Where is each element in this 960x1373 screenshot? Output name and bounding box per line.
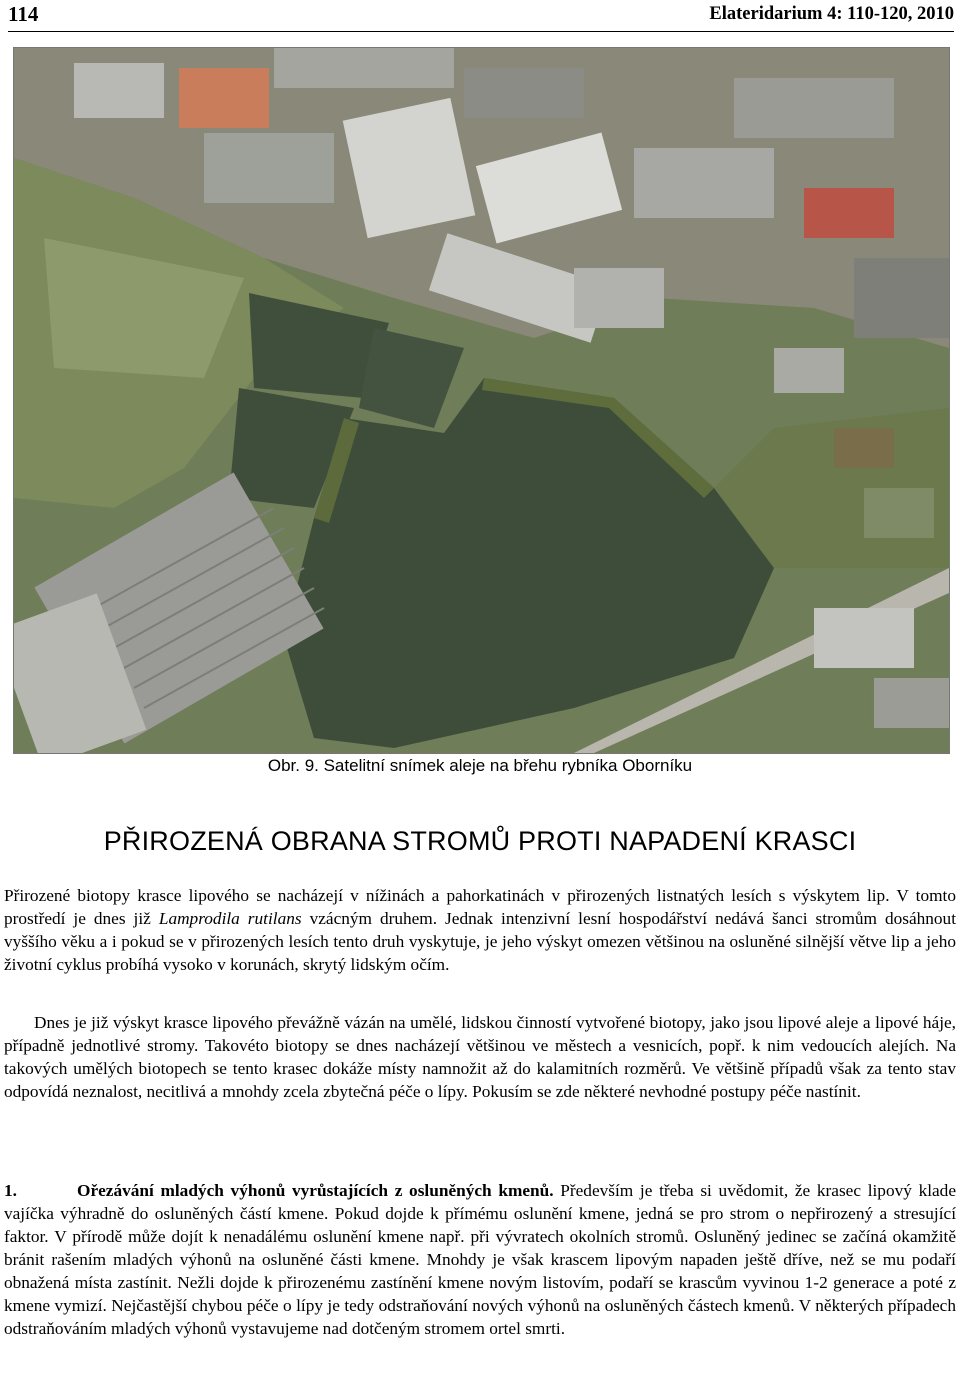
satellite-image: [13, 47, 950, 754]
para1-text-a: Přirozené biotopy krasce lipového se nacházejí v nížinách a pahorkatinách v přirozených listnatých lesích s výskytem lip. V tomto prostředí je dnes již: [4, 886, 956, 928]
para2-text: Dnes je již výskyt krasce lipového převážně vázán na umělé, lidskou činností vytvořené biotopy, jako jsou lipové aleje a lipové háje, případně jednotlivé stromy. Takovéto biotopy se dnes nacházejí většinou ve městech a vesnicích, popř. k nim vedoucích alejích. Na takových umělých biotopech se tento krasec dokáže místy namnožit až do kalamitních rozměrů. Ve většině případů však za tento stav odpovídá neznalost, necitlivá a mnohdy zcela zbytečná péče o lípy. Pokusím se zde některé nevhodné postupy péče nastínit.: [4, 1013, 956, 1101]
item-heading: Ořezávání mladých výhonů vyrůstajících z osluněných kmenů.: [77, 1181, 554, 1200]
paragraph-intro: [4, 884, 956, 976]
page-number: 114: [8, 2, 39, 26]
item-number: 1.: [4, 1181, 17, 1200]
header-rule: [8, 31, 954, 32]
item-text: Především je třeba si uvědomit, že krasec lipový klade vajíčka výhradně do osluněných částí kmene. Pokud dojde k přímému oslunění kmene, jedná se pro strom o nepřirozený a stresující faktor. V přírodě může dojít k nenadálému oslunění kmene např. při vývratech okolních stromů. Osluněný jedinec se začíná okamžitě bránit rašením mladých výhonů na osluněné části kmene. Mnohdy je však krascem lipovým napaden ještě dříve, než se mu podaří obnažená místa zastínit. Nežli dojde k přirozenému zastínění kmene novým listovím, podaří se krascům vyvinou 1-2 generace a poté z kmene vymizí. Nejčastější chybou péče o lípy je tedy odstraňování nových výhonů na osluněných částech kmenů. V některých případech odstraňováním mladých výhonů vystavujeme nad dotčeným stromem ortel smrti.: [4, 1181, 956, 1338]
journal-citation: Elateridarium 4: 110-120, 2010: [709, 4, 954, 24]
para1-text-b: vzácným druhem. Jednak intenzivní lesní hospodářství nedává šanci stromům dosáhnout vyššího věku a i pokud se v přirozených lesích tento druh vyskytuje, je jeho výskyt omezen většinou na osluněné silnější větve lip a jeho životní cyklus probíhá vysoko v korunách, skrytý lidským očím.: [4, 909, 957, 974]
page-header: [8, 0, 954, 28]
list-item-1: [4, 1179, 956, 1340]
species-name: Lamprodila rutilans: [158, 909, 302, 928]
article-title: PŘIROZENÁ OBRANA STROMŮ PROTI NAPADENÍ KRASCI: [103, 826, 857, 856]
paragraph-artificial-biotopes: [4, 1011, 956, 1103]
figure-caption: Obr. 9. Satelitní snímek aleje na břehu rybníka Oborníku: [267, 756, 693, 775]
